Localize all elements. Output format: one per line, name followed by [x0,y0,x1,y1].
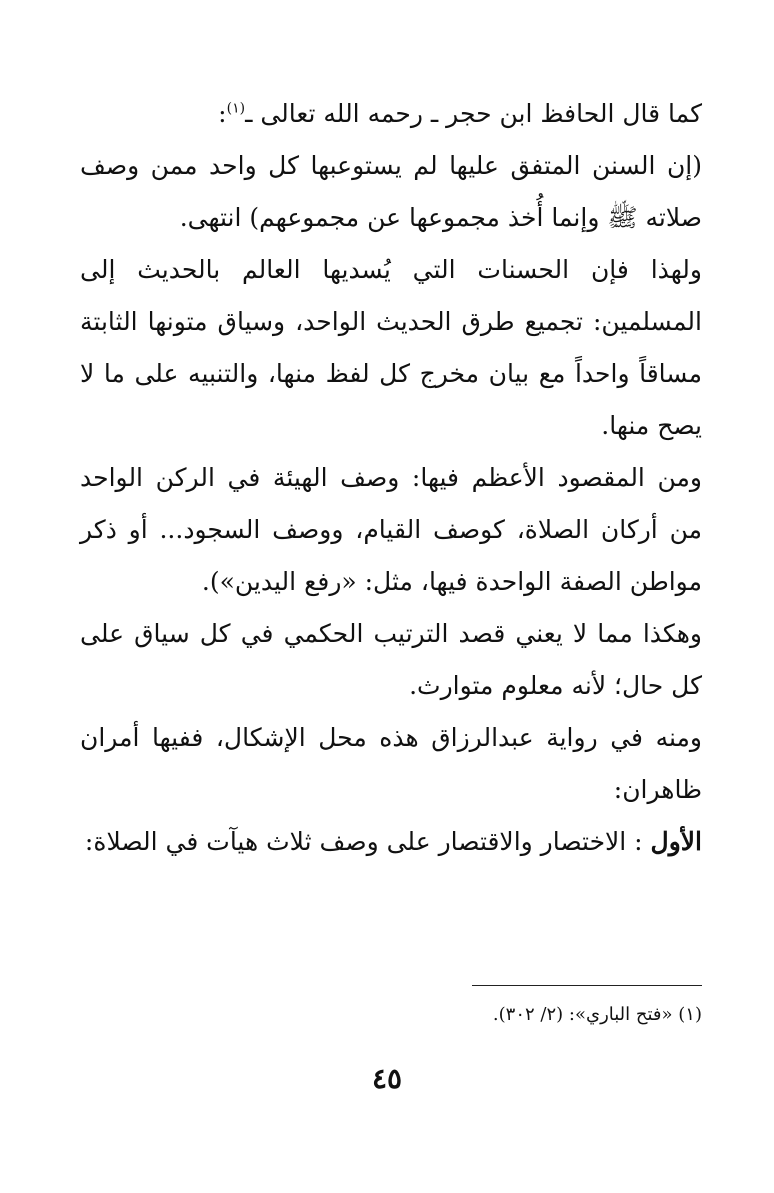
page-body [80,88,702,868]
paragraph-order: وهكذا مما لا يعني قصد الترتيب الحكمي في كل سياق على كل حال؛ لأنه معلوم متوارث. [80,619,702,700]
first-point-lead: الأول [650,827,702,856]
paragraph-scholar-benefits: ولهذا فإن الحسنات التي يُسديها العالم بالحديث إلى المسلمين: تجميع طرق الحديث الواحد، وسياق متونها الثابتة مساقاً واحداً مع بيان مخرج كل لفظ منها، والتنبيه على ما لا يصح منها. [80,255,702,440]
footnote-reference: (١) [226,100,246,117]
paragraph-main-purpose: ومن المقصود الأعظم فيها: وصف الهيئة في الركن الواحد من أركان الصلاة، كوصف القيام، ووصف السجود... أو ذكر مواطن الصفة الواحدة فيها، مثل: «رفع اليدين»). [80,463,702,596]
page-number: ٤٥ [371,1062,403,1095]
quote-intro-colon: : [218,99,227,128]
quote-intro-text: كما قال الحافظ ابن حجر ـ رحمه الله تعالى ـ [245,99,702,128]
quoted-hadith-paragraph: (إن السنن المتفق عليها لم يستوعبها كل واحد ممن وصف صلاته ﷺ وإنما أُخذ مجموعها عن مجموعهم) انتهى. [80,151,702,232]
footnote: (١) «فتح الباري»: (٢/ ٣٠٢). [492,1004,702,1025]
first-point-text: : الاختصار والاقتصار على وصف ثلاث هيآت في الصلاة: [84,827,651,856]
footnote-divider [472,985,702,986]
quote-intro [80,88,702,140]
paragraph-abdulrazzaq: ومنه في رواية عبدالرزاق هذه محل الإشكال، ففيها أمران ظاهران: [80,723,702,804]
first-point-paragraph [80,816,702,868]
